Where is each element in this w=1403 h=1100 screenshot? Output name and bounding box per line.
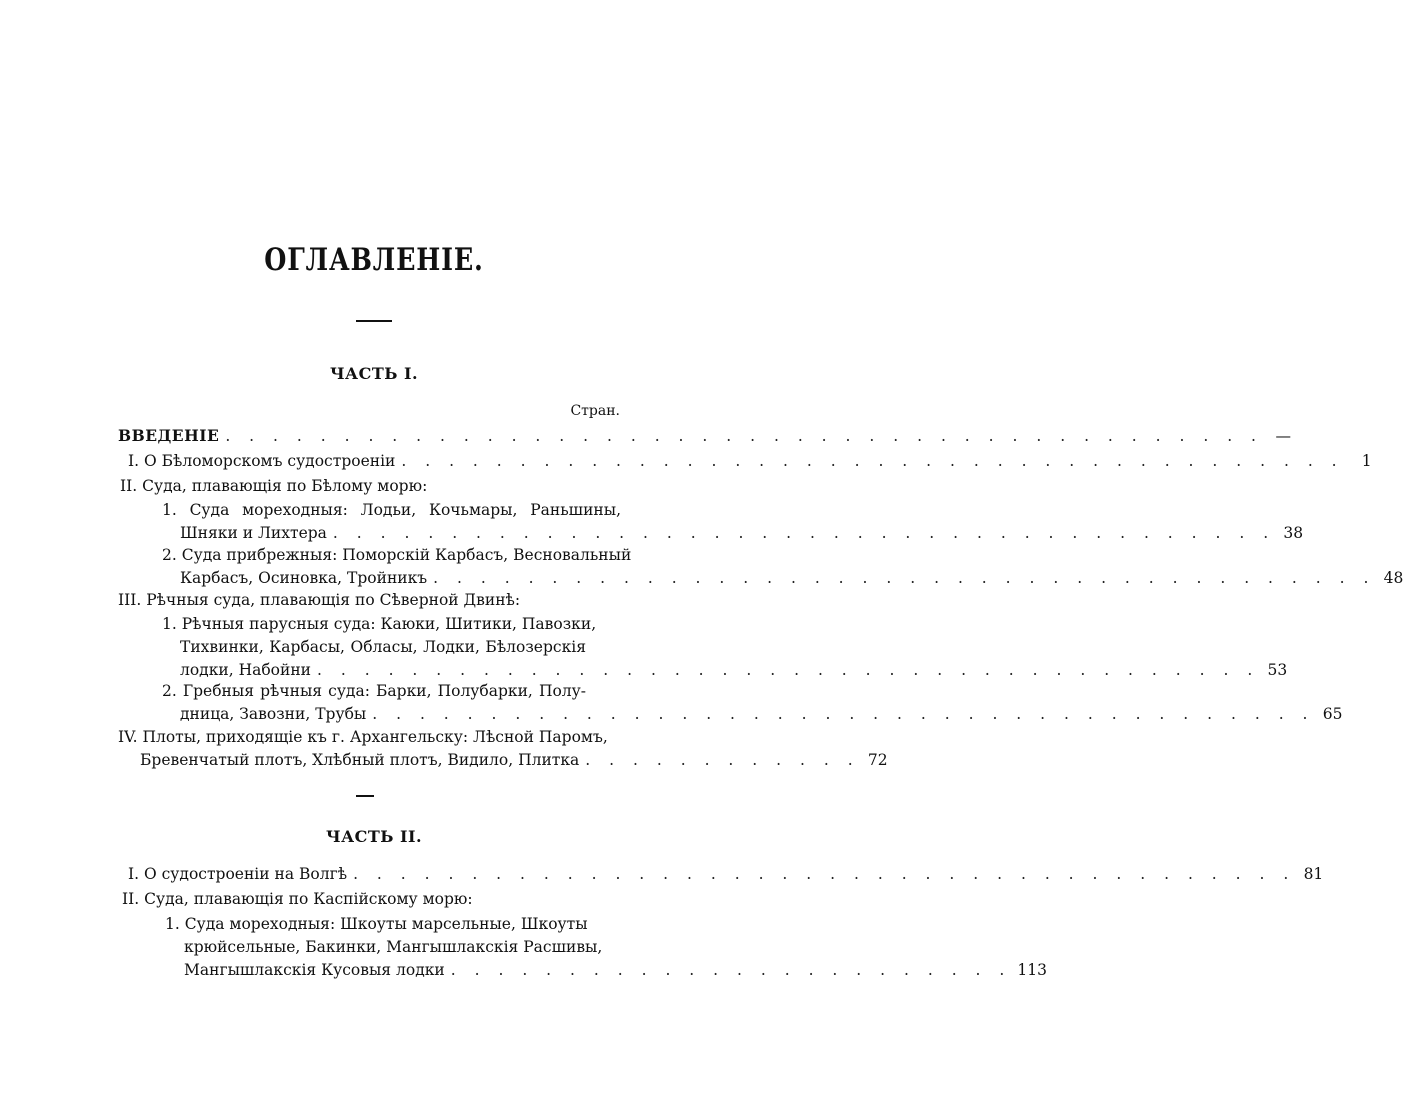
toc-entry-2-2-line-1: 2. Суда прибрежныя: Поморскій Карбасъ, Весновальный: [162, 546, 632, 564]
leader-dots: . . . . . . . . . . . . . . . . . . . . . . . . . . . . . . . . . . . . . . . .: [353, 865, 1296, 883]
toc-entry-3-2-line-1: 2. Гребныя рѣчныя суда: Барки, Полубарки, Полу-: [162, 682, 586, 700]
toc-entry-text: ВВЕДЕНІЕ: [118, 426, 220, 445]
toc-page-number: 65: [1322, 705, 1343, 723]
toc-entry-p2-2-1-line-1: 1. Суда мореходныя: Шкоуты марсельные, Шкоуты: [165, 915, 588, 933]
leader-dots: . . . . . . . . . . . . . . . . . . . . . . . . . . . . . . . . . . . . . . . .: [372, 705, 1315, 723]
toc-entry-text: Шняки и Лихтера: [180, 524, 327, 542]
toc-page-number: 113: [1017, 961, 1047, 979]
leader-dots: . . . . . . . . . . . . . . . . . . . . . . . . . . . . . . . . . . . . . . . . . . . .: [225, 427, 1263, 445]
toc-entry-part2-section-1: [128, 862, 1324, 886]
leader-dots: . . . . . . . . . . . .: [585, 751, 860, 769]
toc-entry-3-1-line-2: Тихвинки, Карбасы, Обласы, Лодки, Бѣлозерскія: [180, 638, 586, 656]
toc-page-number: 48: [1383, 569, 1403, 587]
page-column-header: Стран.: [570, 403, 620, 419]
toc-entry-text: I. О судостроеніи на Волгѣ: [128, 865, 348, 883]
toc-page-number: —: [1275, 427, 1291, 445]
toc-entry-text: дница, Завозни, Трубы: [180, 705, 367, 723]
toc-entry-p2-2-1-line-3: [184, 958, 1047, 982]
toc-page-number: 53: [1267, 661, 1288, 679]
leader-dots: . . . . . . . . . . . . . . . . . . . . . . . . . . . . . . . . . . . . . . . .: [433, 569, 1376, 587]
toc-entry-part2-section-2: II. Суда, плавающія по Каспійскому морю:: [122, 890, 473, 908]
divider: [356, 320, 392, 322]
leader-dots: . . . . . . . . . . . . . . . . . . . . . . . . . . . . . . . . . . . . . . . .: [317, 661, 1260, 679]
toc-entry-text: Карбасъ, Осиновка, Тройникъ: [180, 569, 428, 587]
toc-page-number: 38: [1283, 524, 1304, 542]
toc-entry-intro: [118, 424, 1291, 448]
toc-entry-p2-2-1-line-2: крюйсельные, Бакинки, Мангышлакскія Расшивы,: [184, 938, 603, 956]
toc-entry-section-4-line-1: IV. Плоты, приходящіе къ г. Архангельску: Лѣсной Паромъ,: [118, 728, 608, 746]
toc-entry-text: I. О Бѣломорскомъ судостроеніи: [128, 452, 396, 470]
divider: [356, 795, 374, 797]
toc-entry-3-1-line-1: 1. Рѣчныя парусныя суда: Каюки, Шитики, Павозки,: [162, 615, 597, 633]
toc-entry-text: лодки, Набойни: [180, 661, 312, 679]
toc-page-number: 1: [1361, 452, 1372, 470]
leader-dots: . . . . . . . . . . . . . . . . . . . . . . . . . . . . . . . . . . . . . . . .: [332, 524, 1276, 542]
toc-entry-section-3: III. Рѣчныя суда, плавающія по Сѣверной Двинѣ:: [118, 591, 521, 609]
toc-entry-2-1-line-1: 1. Суда мореходныя: Лодьи, Кочьмары, Раньшины,: [162, 501, 621, 519]
part-1-heading: ЧАСТЬ I.: [329, 364, 419, 383]
leader-dots: . . . . . . . . . . . . . . . . . . . . . . . . . . . . . . . . . . . . . . . .: [401, 452, 1344, 470]
page-title: ОГЛАВЛЕНІЕ.: [264, 242, 484, 278]
toc-entry-2-2-line-2: [180, 566, 1403, 590]
toc-entry-3-2-line-2: [180, 702, 1343, 726]
toc-entry-section-1: [128, 449, 1372, 473]
toc-page-number: 81: [1303, 865, 1324, 883]
toc-page-number: 72: [867, 751, 888, 769]
toc-entry-text: Мангышлакскія Кусовыя лодки: [184, 961, 445, 979]
toc-entry-section-2: II. Суда, плавающія по Бѣлому морю:: [120, 477, 428, 495]
toc-entry-2-1-line-2: [180, 521, 1304, 545]
toc-entry-text: Бревенчатый плотъ, Хлѣбный плотъ, Видило, Плитка: [140, 751, 580, 769]
leader-dots: . . . . . . . . . . . . . . . . . . . . . . . .: [450, 961, 1012, 979]
toc-entry-section-4-line-2: [140, 748, 888, 772]
part-2-heading: ЧАСТЬ II.: [325, 827, 423, 846]
